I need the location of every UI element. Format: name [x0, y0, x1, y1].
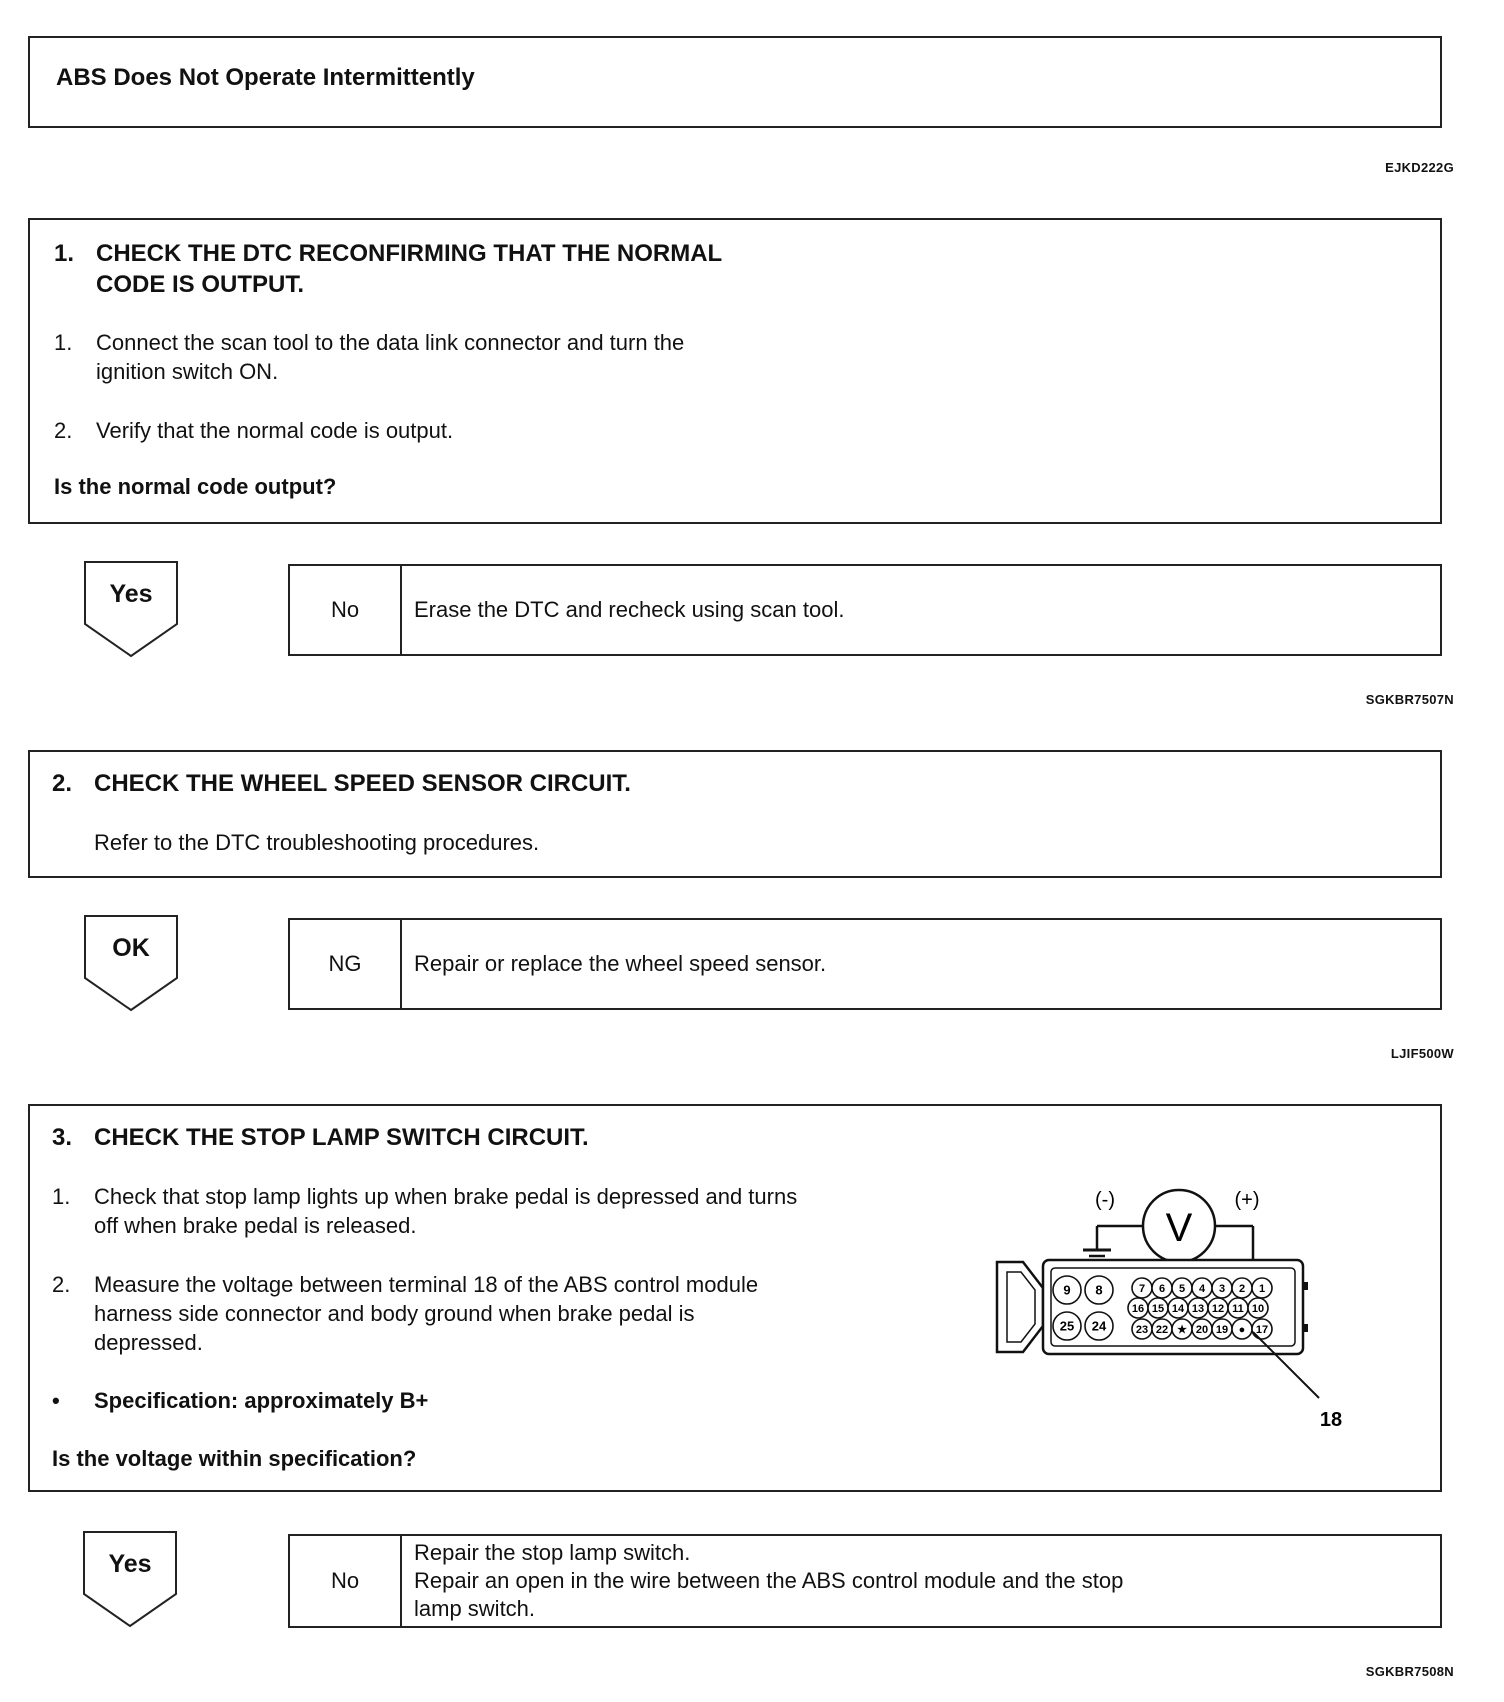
step3-question: Is the voltage within specification? [52, 1446, 417, 1471]
terminal-18-label: 18 [1319, 1409, 1343, 1431]
figure-ref-3: LJIF500W [1390, 1046, 1454, 1061]
step3-no-action [414, 1539, 1428, 1623]
connector-latch [997, 1262, 1043, 1352]
step2-number: 2. [52, 770, 73, 797]
connector-pin-label: 15 [1151, 1302, 1165, 1315]
connector-pin-label: 8 [1095, 1282, 1103, 1298]
connector-pin-label: 10 [1251, 1302, 1265, 1315]
step2-ok-label: OK [112, 934, 150, 962]
step3-box: 3. CHECK THE STOP LAMP SWITCH CIRCUIT. 1. Check that stop lamp lights up when brake pedal is depressed and turns off when brake pedal is released. 2. Measure the voltage between terminal 18 of the ABS control module harness side connector and body ground when brake pedal is depressed. • Specification: approximately B+ Is the voltage within specification? [28, 1104, 1442, 1492]
step1-question: Is the normal code output? [54, 474, 337, 499]
step2-heading-text: CHECK THE WHEEL SPEED SENSOR CIRCUIT. [94, 770, 631, 797]
connector-pin-label: 1 [1258, 1282, 1266, 1295]
connector-pin-label: ● [1238, 1323, 1246, 1336]
step1-box: 1. CHECK THE DTC RECONFIRMING THAT THE NORMAL CODE IS OUTPUT. 1. Connect the scan tool to the data link connector and turn the ignition switch ON. 2. Verify that the normal code is output. Is the normal code output? [28, 218, 1442, 524]
step1-heading-line1: CHECK THE DTC RECONFIRMING THAT THE NORMAL [96, 240, 723, 267]
connector-pin-label: 5 [1178, 1282, 1186, 1295]
figure-ref-1: EJKD222G [1385, 160, 1454, 175]
connector-pin-label: 11 [1232, 1302, 1244, 1315]
step3-no-action-line2: Repair an open in the wire between the ABS control module and the stop [414, 1568, 1124, 1593]
step2-ng-label: NG [290, 920, 402, 1008]
connector-pin-label: 25 [1059, 1318, 1075, 1334]
connector-pin-label: 14 [1171, 1302, 1185, 1315]
step1-no-result [288, 564, 1442, 656]
step1-yes-label: Yes [109, 580, 153, 608]
step3-no-label: No [290, 1536, 402, 1626]
connector-pin-label: 20 [1195, 1323, 1209, 1336]
step3-heading-text: CHECK THE STOP LAMP SWITCH CIRCUIT. [94, 1124, 589, 1151]
figure-ref-2: SGKBR7507N [1365, 692, 1454, 707]
figure-ref-4: SGKBR7508N [1365, 1664, 1454, 1679]
step3-no-action-line1: Repair the stop lamp switch. [414, 1540, 691, 1565]
step2-ng-result [288, 918, 1442, 1010]
connector-pin-label: 23 [1135, 1323, 1149, 1336]
step3-no-action-line3: lamp switch. [414, 1596, 536, 1621]
connector-pin-label: ★ [1177, 1323, 1187, 1336]
step1-number: 1. [54, 240, 75, 267]
minus-lead-label: (-) [1095, 1189, 1115, 1211]
connector-pin-label: 4 [1198, 1282, 1206, 1295]
connector-pin-label: 22 [1155, 1323, 1169, 1336]
page-title: ABS Does Not Operate Intermittently [56, 64, 475, 91]
voltmeter-symbol: V [1165, 1206, 1193, 1250]
step2-ok-arrow [83, 914, 181, 1014]
step2-box [28, 750, 1442, 878]
connector-pin-label: 2 [1238, 1282, 1246, 1295]
connector-pin-label: 13 [1191, 1302, 1205, 1315]
step1-no-action: Erase the DTC and recheck using scan tool. [414, 597, 845, 622]
step1-heading-line2: CODE IS OUTPUT. [96, 271, 305, 298]
connector-pin-label: 7 [1138, 1282, 1146, 1295]
step3-yes-label: Yes [108, 1550, 152, 1578]
step3-number: 3. [52, 1124, 73, 1151]
step1-no-label: No [290, 566, 402, 654]
connector-pin-label: 24 [1091, 1318, 1107, 1334]
connector-pin-label: 19 [1215, 1323, 1229, 1336]
title-box [28, 36, 1442, 128]
connector-pin-label: 9 [1063, 1282, 1071, 1298]
step1-yes-arrow [83, 560, 181, 660]
plus-lead-label: (+) [1234, 1189, 1260, 1211]
step2-body: Refer to the DTC troubleshooting procedures. [94, 830, 540, 855]
connector-pin-label: 17 [1255, 1323, 1269, 1336]
connector-pin-label: 16 [1131, 1302, 1145, 1315]
step3-yes-arrow [82, 1530, 180, 1630]
step2-ng-action: Repair or replace the wheel speed sensor. [414, 951, 827, 976]
connector-pin-label: 6 [1158, 1282, 1166, 1295]
connector-pin-label: 12 [1211, 1302, 1225, 1315]
abs-connector-diagram [985, 1176, 1365, 1438]
connector-pin-label: 3 [1218, 1282, 1226, 1295]
step3-no-result [288, 1534, 1442, 1628]
